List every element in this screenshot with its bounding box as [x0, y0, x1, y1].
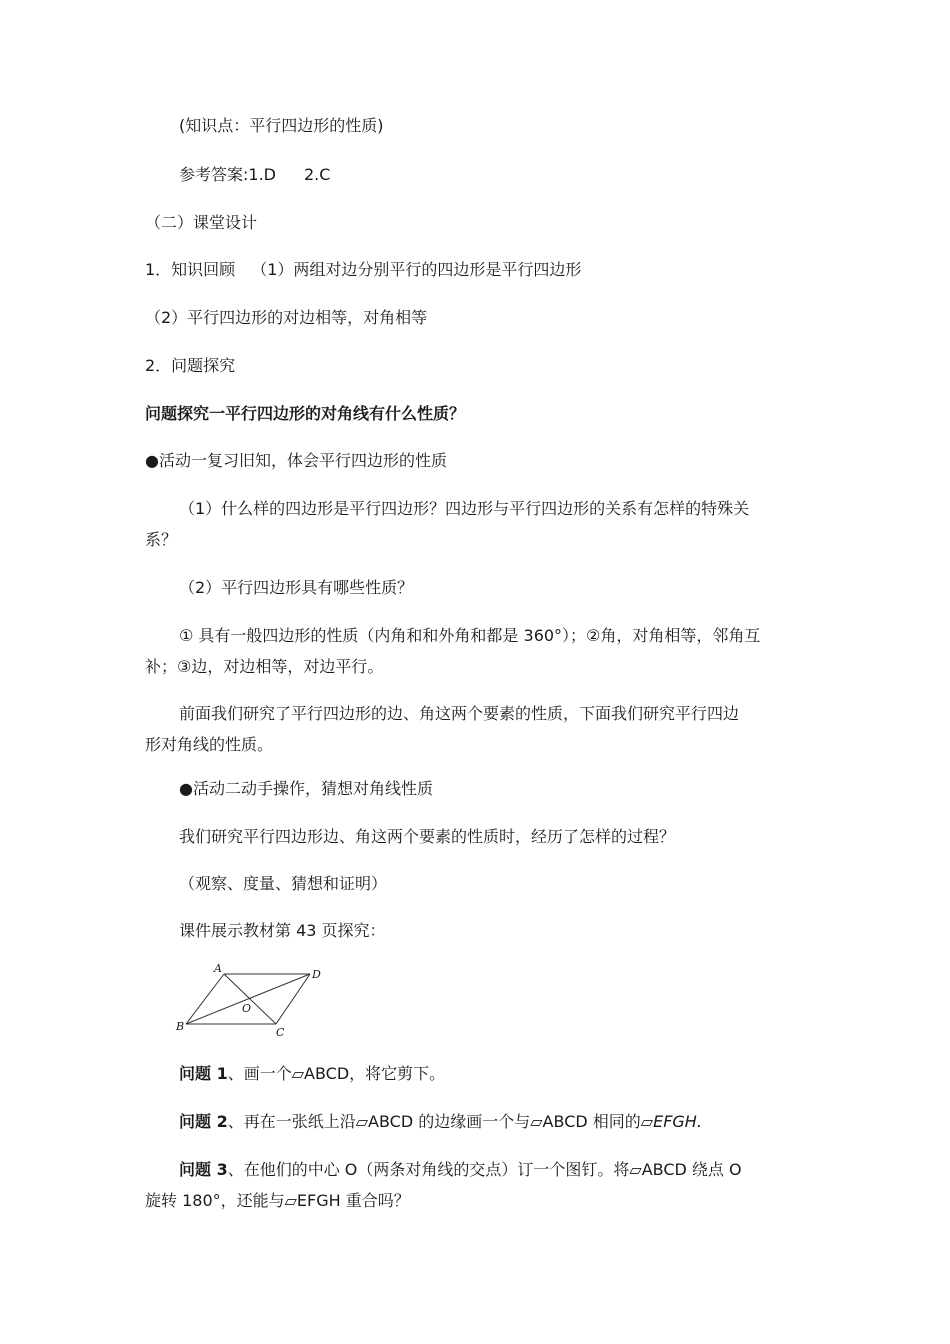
transition-line2: 形对角线的性质。	[145, 735, 274, 754]
properties-line1: ① 具有一般四边形的性质（内角和和外角和都是 360°）；②角，对角相等，邻角互	[179, 626, 761, 645]
answer-line	[179, 160, 844, 190]
answer-1: 1.D	[248, 165, 276, 184]
q1-line2: 系？	[145, 530, 178, 549]
problem-1-text: 、画一个▱ABCD，将它剪下。	[227, 1064, 446, 1083]
review-item-1: （1）两组对边分别平行的四边形是平行四边形	[251, 260, 582, 279]
question-one-title: 问题探究一平行四边形的对角线有什么性质？	[145, 404, 466, 423]
answer-2: 2.C	[304, 165, 331, 184]
problem-2-text: 、再在一张纸上沿▱ABCD 的边缘画一个与▱ABCD 相同的	[227, 1112, 641, 1131]
problem-1	[179, 1059, 844, 1089]
review-line	[145, 255, 810, 285]
process-answer: （观察、度量、猜想和证明）	[179, 874, 388, 893]
center-o-label: O	[242, 1002, 252, 1015]
section-title: （二）课堂设计	[145, 213, 258, 232]
review-item-2: （2）平行四边形的对边相等，对角相等	[145, 308, 428, 327]
problem-3-text: 、在他们的中心 O（两条对角线的交点）订一个图钉。将▱ABCD 绕点 O	[227, 1160, 742, 1179]
parallelogram-figure	[170, 960, 330, 1042]
review-label: 1．知识回顾	[145, 260, 236, 279]
properties-line2: 补；③边，对边相等，对边平行。	[145, 657, 384, 676]
side-cd	[276, 974, 310, 1024]
explore-label: 2．问题探究	[145, 356, 236, 375]
problem-3-line2: 旋转 180°，还能与▱EFGH 重合吗？	[145, 1191, 410, 1210]
transition-line1: 前面我们研究了平行四边形的边、角这两个要素的性质，下面我们研究平行四边	[179, 704, 740, 723]
activity-one: ●活动一复习旧知，体会平行四边形的性质	[145, 451, 447, 470]
vertex-b-label: B	[176, 1020, 185, 1033]
problem-1-label: 问题 1	[179, 1064, 228, 1083]
vertex-a-label: A	[214, 962, 222, 975]
problem-2-label: 问题 2	[179, 1112, 228, 1131]
problem-3-line1	[179, 1155, 844, 1185]
vertex-d-label: D	[312, 968, 321, 981]
diagonal-ac	[224, 974, 276, 1024]
problem-2	[179, 1107, 844, 1137]
vertex-c-label: C	[276, 1026, 285, 1039]
q2: （2）平行四边形具有哪些性质？	[179, 578, 414, 597]
problem-2-efgh: ▱EFGH.	[640, 1112, 702, 1131]
activity-two: ●活动二动手操作，猜想对角线性质	[179, 779, 433, 798]
courseware-line: 课件展示教材第 43 页探究：	[179, 921, 386, 940]
process-question: 我们研究平行四边形边、角这两个要素的性质时，经历了怎样的过程？	[179, 827, 676, 846]
q1-line1: （1）什么样的四边形是平行四边形？四边形与平行四边形的关系有怎样的特殊关	[179, 499, 750, 518]
problem-3-label: 问题 3	[179, 1160, 228, 1179]
answer-label: 参考答案:	[179, 165, 249, 184]
knowledge-point: (知识点：平行四边形的性质)	[179, 116, 384, 135]
